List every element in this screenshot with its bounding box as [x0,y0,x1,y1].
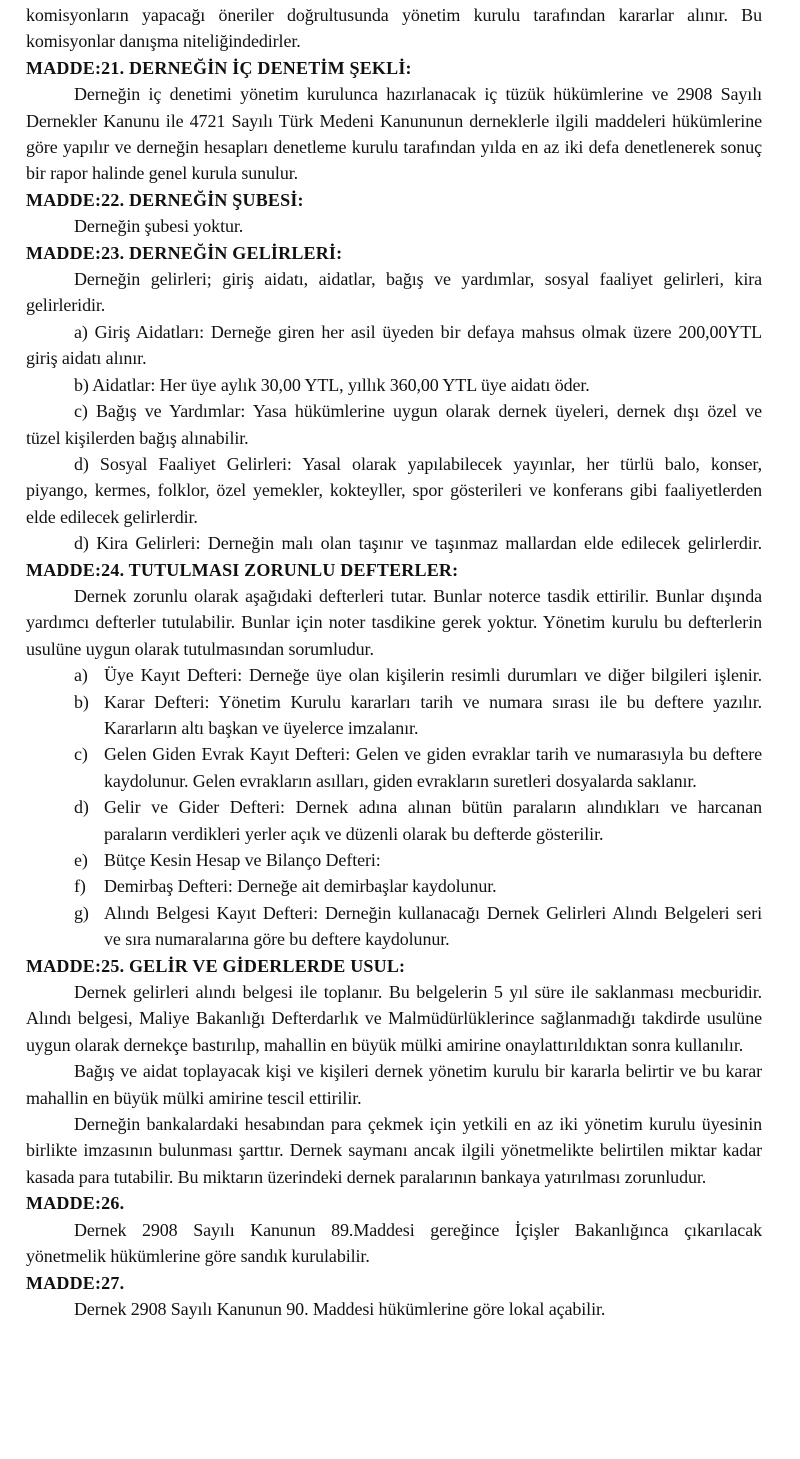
income-item-line: a) Giriş Aidatları: Derneğe giren her asil üyeden bir defaya mahsus olmak üzere 200,00YTL [74,321,762,342]
madde-24-heading: MADDE:24. TUTULMASI ZORUNLU DEFTERLER: [26,559,459,580]
list-item-continuation: paraların verdikleri yerler açık ve düzenli olarak bu defterde gösterilir. [104,823,604,844]
list-item-text: Üye Kayıt Defteri: Derneğe üye olan kişilerin resimli durumları ve diğer bilgileri işlenir. [104,665,762,686]
paragraph-line: birlikte imzasının bulunması şarttır. Dernek saymanı ancak ilgili yönetmelikte belirtilen miktar kadar [26,1140,762,1161]
paragraph-line: yönetmelik hükümlerine göre sandık kurulabilir. [26,1246,370,1267]
list-marker: g) [74,902,89,923]
madde-26-heading: MADDE:26. [26,1193,125,1214]
list-marker: f) [74,876,86,897]
paragraph-line: uygun olarak dernekçe bastırılıp, mahallin en büyük mülki amirine onaylattırıldıktan sonra kullanılır. [26,1034,744,1055]
list-item-text: Demirbaş Defteri: Derneğe ait demirbaşlar kaydolunur. [104,876,497,897]
madde-23-heading: MADDE:23. DERNEĞİN GELİRLERİ: [26,242,343,263]
paragraph-line: Derneğin gelirleri; giriş aidatı, aidatlar, bağış ve yardımlar, sosyal faaliyet gelirleri, kira [74,269,762,290]
madde-25-heading: MADDE:25. GELİR VE GİDERLERDE USUL: [26,955,406,976]
intro-line: komisyonların yapacağı öneriler doğrultusunda yönetim kurulu tarafından kararlar alınır. Bu [26,5,762,25]
paragraph-line: göre yapılır ve derneğin hesapları denetleme kurulu tarafından yılda en az iki defa denetlenerek sonuç [26,137,762,158]
list-item [26,900,762,926]
list-marker: a) [74,665,88,686]
list-marker: e) [74,850,88,870]
paragraph-line: mahallin en büyük mülki amirine tescil ettirilir. [26,1087,362,1108]
paragraph-line: usulüne uygun olarak tutulmasından sorumludur. [26,638,374,659]
paragraph-line: Dernek 2908 Sayılı Kanunun 90. Maddesi hükümlerine göre lokal açabilir. [74,1298,606,1319]
paragraph-line: Dernek 2908 Sayılı Kanunun 89.Maddesi gereğince İçişler Bakanlığınca çıkarılacak [74,1219,762,1240]
list-item-text: Bütçe Kesin Hesap ve Bilanço Defteri: [104,850,381,870]
paragraph-line: Bağış ve aidat toplayacak kişi ve kişileri dernek yönetim kurulu bir kararla belirtir ve bu karar [74,1061,762,1082]
paragraph-line: gelirleridir. [26,295,106,316]
ledger-list [26,662,762,952]
paragraph-line: Derneğin iç denetimi yönetim kurulunca hazırlanacak iç tüzük hükümlerine ve 2908 Sayılı [74,84,762,105]
income-item-line: giriş aidatı alınır. [26,348,147,369]
madde-27-heading: MADDE:27. [26,1272,125,1293]
paragraph-line: Dernek zorunlu olarak aşağıdaki defterleri tutar. Bunlar noterce tasdik ettirilir. Bunlar dışında [74,585,762,606]
list-item [26,741,762,767]
paragraph-line: Derneğin bankalardaki hesabından para çekmek için yetkili en az iki yönetim kurulu üyesinin [74,1114,762,1135]
paragraph-line: yardımcı defterler tutulabilir. Bunlar için noter tasdikine gerek yoktur. Yönetim kurulu bu defterlerin [26,612,762,633]
income-item-line: d) Kira Gelirleri: Derneğin malı olan taşınır ve taşınmaz mallardan elde edilecek gelirlerdir. [74,533,762,554]
list-item-text: Gelir ve Gider Defteri: Dernek adına alınan bütün paraların alındıkları ve harcanan [104,797,762,818]
list-item [26,847,762,873]
list-item [26,794,762,820]
income-item-line: b) Aidatlar: Her üye aylık 30,00 YTL, yıllık 360,00 YTL üye aidatı öder. [74,374,590,395]
income-item-line: tüzel kişilerden bağış alınabilir. [26,427,249,448]
paragraph-line: bir rapor halinde genel kurula sunulur. [26,163,299,184]
income-item-line: piyango, kermes, folklor, özel yemekler, kokteyller, spor gösterileri ve konferans gibi faaliyetlerden [26,480,762,501]
paragraph-line: Alındı belgesi, Maliye Bakanlığı Defterdarlık ve Malmüdürlüklerince sağlanmadığı takdirde usulüne [26,1008,762,1029]
list-item-text: Karar Defteri: Yönetim Kurulu kararları tarih ve numara sırası ile bu deftere yazılır. [104,691,762,712]
list-item-continuation: kaydolunur. Gelen evrakların asılları, giden evrakların suretleri dosyalarda saklanır. [104,770,697,791]
madde-22-heading: MADDE:22. DERNEĞİN ŞUBESİ: [26,189,304,210]
list-marker: b) [74,691,89,712]
list-item-continuation: Kararların altı başkan ve üyelerce imzalanır. [104,717,419,738]
intro-line: komisyonlar danışma niteliğindedirler. [26,31,301,52]
list-item-text: Gelen Giden Evrak Kayıt Defteri: Gelen ve giden evraklar tarih ve numarasıyla bu deftere [104,744,762,765]
list-item [26,662,762,688]
list-item-text: Alındı Belgesi Kayıt Defteri: Derneğin kullanacağı Dernek Gelirleri Alındı Belgeleri seri [104,902,762,923]
paragraph-line: kasada para tutabilir. Bu miktarın üzerindeki dernek paralarının bankaya yatırılması zorunludur. [26,1166,707,1187]
list-item [26,689,762,715]
paragraph-line: Dernekler Kanunu ile 4721 Sayılı Türk Medeni Kanununun derneklerle ilgili maddeleri hükümlerine [26,110,762,131]
list-item-continuation: ve sıra numaralarına göre bu deftere kaydolunur. [104,929,450,950]
income-item-line: c) Bağış ve Yardımlar: Yasa hükümlerine uygun olarak dernek üyeleri, dernek dışı özel ve [74,401,762,422]
paragraph-line: Dernek gelirleri alındı belgesi ile toplanır. Bu belgelerin 5 yıl süre ile saklanması mecburidir. [74,982,762,1003]
list-marker: d) [74,797,89,818]
paragraph-line: Derneğin şubesi yoktur. [74,216,244,237]
income-item-line: d) Sosyal Faaliyet Gelirleri: Yasal olarak yapılabilecek yayınlar, her türlü balo, konser, [74,453,762,474]
list-item [26,873,762,899]
madde-21-heading: MADDE:21. DERNEĞİN İÇ DENETİM ŞEKLİ: [26,57,412,78]
income-item-line: elde edilecek gelirlerdir. [26,506,198,527]
list-marker: c) [74,744,88,765]
